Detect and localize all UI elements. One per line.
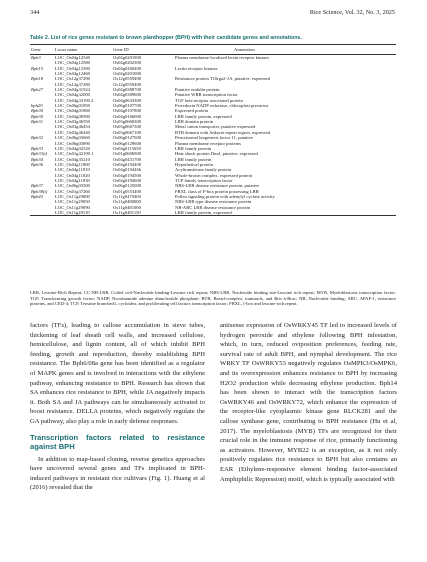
cell-locus: LOC_Os04g31924 xyxy=(55,87,90,93)
cell-gene: Bph33 xyxy=(31,145,43,151)
cell-annotation: NBS-LRR disease resistance protein, putative xyxy=(175,183,260,189)
table-body xyxy=(30,55,396,216)
column-header-gene-id: Gene ID xyxy=(112,45,174,55)
table-header-row xyxy=(30,45,396,55)
cell-annotation: NB-ARC LRR disease resistance protein xyxy=(175,204,251,210)
cell-gene: Bph32 xyxy=(31,135,43,141)
cell-locus: LOC_Os04g02520 xyxy=(55,145,90,151)
section-heading: Transcription factors related to resistance against BPH xyxy=(30,432,205,451)
cell-gene: Bph37 xyxy=(31,183,43,189)
cell-locus: LOC_Os04g11820 xyxy=(55,172,90,178)
cell-gene-id: Os04g0194400 xyxy=(113,161,142,167)
cell-locus: LOC_Os04g11810 xyxy=(55,167,90,173)
cell-gene-id: Os06g0129600 xyxy=(113,140,142,146)
cell-annotation: LRR domain protein xyxy=(175,119,214,125)
cell-gene-id: Os04g0200400 xyxy=(113,65,142,71)
column-header-annotation: Annotation xyxy=(174,45,396,55)
cell-gene-id: Os11g0479400 xyxy=(113,193,141,199)
cell-locus: LOC_Os11g29090 xyxy=(55,204,90,210)
cell-gene-id: Os06g0107700 xyxy=(113,103,142,109)
cell-locus: LOC_Os11g29110 xyxy=(54,210,112,216)
cell-gene-id: Os04g0166000 xyxy=(113,113,142,119)
cell-locus: LOC_Os04g32000 xyxy=(55,92,90,98)
table-row xyxy=(30,210,396,216)
cell-annotation: TCP family transcription factor xyxy=(175,177,233,183)
cell-gene-id: Os04g0389600 xyxy=(113,92,142,98)
cell-annotation: Heat shock protein DnaJ, putative, expressed xyxy=(175,151,258,157)
cell-locus: LOC_Os06g03660 xyxy=(55,135,90,141)
cell-gene-id: Os04g0388700 xyxy=(113,87,142,93)
cell-locus: LOC_Os01g42190.1 xyxy=(55,151,94,157)
cell-gene: Bph18 xyxy=(31,76,43,82)
table-caption: Table 2. List of rice genes resistant to brown planthopper (BPH) with their candidate genes and annotations. xyxy=(30,35,302,41)
cell-locus: LOC_Os03g46550 xyxy=(55,119,90,125)
column-header-gene: Gene xyxy=(30,45,54,55)
cell-gene: Bph36 xyxy=(31,161,43,167)
left-column xyxy=(30,321,205,493)
cell-annotation: LRR family protein xyxy=(175,156,212,162)
cell-gene: Bph45 xyxy=(31,193,43,199)
cell-annotation: Peroxisomal biogenesis factor 11, putative xyxy=(175,135,254,141)
cell-gene-id: Os11g0481150 xyxy=(112,210,174,216)
cell-locus: LOC_Os06g01850 xyxy=(55,103,90,109)
cell-gene-id: Os12g0559400 xyxy=(113,81,142,87)
cell-annotation: Putative WRB transcription factor xyxy=(175,92,238,98)
paragraph: In addition to map-based cloning, reverse genetics approaches have uncovered several genes and TFs implicated in BPH-induced pathways in resistant rice cultivars (Fig. 1). Huang et al (2016) revealed that the xyxy=(30,455,205,492)
paragraph: antisense expression of OsWRKY45 TF led to increased levels of hydrogen peroxide and ethylene following BPH infestation, which, in turn, reduced oviposition preferences, feeding rate, survival rate of adult BPH, and nymphal development. The rice WRKY TF OsWRKY53 negatively regulates OsMPK3/OsMPK6, and its overexpression enhances resistance to BPH by increasing H2O2 production while decreasing ethylene production. Bph14 has been shown to interact with the transcription factors OsWRKY46 and OsWRKY72, which enhance the expression of the receptor-like cytoplasmic kinase gene RLCK281 and the callose synthase gene, contributing to BPH resistance (Hu et al, 2017). The myeloblastosis (MYB) TFs are recognized for their crucial role in the immune response of rice, primarily functioning as activators. However, MYB22 is an exception, as it not only positively regulates rice resistance to BPH but also contains an EAR (Ethylene-responsive element binding factor-associated Amphiphilic Repression) motif, which is typically associated with xyxy=(220,322,397,483)
cell-gene-id: Os11g0481000 xyxy=(113,204,141,210)
cell-gene-id: Os04g0431700 xyxy=(113,156,142,162)
cell-annotation: Resistance protein T10rga2-1A, putative, expressed xyxy=(175,76,270,82)
cell-gene: bph29 xyxy=(31,103,43,109)
cell-annotation: Plasma membrane receptor proteins xyxy=(175,140,241,146)
cell-annotation: LRR family protein, expressed xyxy=(175,113,232,119)
cell-gene-id: Os04g0194466 xyxy=(113,167,142,173)
cell-annotation: Pollen signaling protein with adenylyl cyclase activity xyxy=(175,193,275,199)
cell-gene: Bph38(t) xyxy=(31,188,48,194)
cell-annotation: LRR family protein, expressed xyxy=(174,210,396,216)
cell-gene-id: Os04g0201900 xyxy=(113,55,142,60)
cell-gene-id: Os04g0201000 xyxy=(113,71,142,77)
cell-gene-id: Os04g0633300 xyxy=(113,97,142,103)
cell-annotation: Lectin receptor kinases xyxy=(175,65,218,71)
cell-locus: LOC_Os11g29000 xyxy=(55,193,90,199)
genes-table xyxy=(30,44,396,216)
page-header xyxy=(30,9,395,19)
right-column xyxy=(220,321,397,484)
cell-gene: Bph33(t) xyxy=(31,151,48,157)
cell-locus: LOC_Os06g03890 xyxy=(55,140,90,146)
cell-annotation: Whole-brown complex, expressed protein xyxy=(175,172,253,178)
cell-annotation: TGF beta receptor associated protein xyxy=(175,97,243,103)
cell-gene xyxy=(30,210,54,216)
cell-locus: LOC_Os04g12460 xyxy=(55,71,90,77)
cell-annotation: NBS-LRR type disease resistance protein xyxy=(175,199,252,205)
cell-gene-id: Os03g0668300 xyxy=(113,119,142,125)
column-header-locus: Locus name xyxy=(54,45,112,55)
cell-gene: Bph34 xyxy=(31,156,43,162)
cell-gene-id: Os04g0115650 xyxy=(113,145,141,151)
cell-gene-id: Os03g0667300 xyxy=(113,124,142,130)
cell-gene: Bph3 xyxy=(31,55,41,60)
cell-annotation: Metal cation transporter, putative expressed xyxy=(175,124,256,130)
cell-locus: LOC_Os04g11830 xyxy=(55,177,90,183)
cell-locus: LOC_Os04g11800 xyxy=(55,161,90,167)
cell-locus: LOC_Os11g29050 xyxy=(55,199,90,205)
cell-annotation: FBXL class of F-box protein possessing LRR xyxy=(175,188,259,194)
cell-gene-id: Os04g0107800 xyxy=(113,108,142,114)
page-number: 344 xyxy=(30,9,40,16)
cell-annotation: LRR family protein xyxy=(175,145,212,151)
cell-gene: Bph15 xyxy=(31,65,43,71)
cell-annotation: Expressed protein xyxy=(175,108,209,114)
cell-gene-id: Os01g0553400 xyxy=(113,188,142,194)
cell-annotation: BTB domain with Ankyrin repeat region, expressed xyxy=(175,129,271,135)
cell-locus: LOC_Os04g01860 xyxy=(55,108,90,114)
cell-annotation: Putative nodulin protein xyxy=(175,87,220,93)
cell-gene-id: Os01g0606900 xyxy=(113,151,142,157)
cell-gene-id: Os04g0194600 xyxy=(113,177,142,183)
cell-locus: LOC_Os04g33190.2 xyxy=(55,97,94,103)
cell-gene: Bph30 xyxy=(31,113,43,119)
cell-gene: Bph31 xyxy=(31,119,43,125)
paragraph: factors (TFs), leading to callose accumulation in sieve tubes, thickening of leaf sheath cell walls, and increased cellulose, hemicellulose, and lignin content, all of which inhibit BPH feeding, growth and reproduction, thereby establishing BPH resistance. The Bph6/08a gene has been identified as a regulator of MAPK genes and is involved in interactions with the ethylene pathway, enhancing resistance to BPH. Research has shown that SA enhances rice resistance to BPH, while JA negatively impacts it. Both SA and JA pathways can be simultaneously activated to boost resistance. DELLA proteins, which negatively regulate the GA pathway, also play a role in early defense responses. xyxy=(30,322,205,425)
cell-locus: LOC_Os04g12390 xyxy=(55,65,90,71)
cell-gene-id: Os04g0202300 xyxy=(113,60,142,66)
cell-locus: LOC_Os04g12580 xyxy=(55,60,90,66)
cell-locus: LOC_Os03g46440 xyxy=(55,129,90,135)
cell-locus: LOC_Os06g03500 xyxy=(55,183,90,189)
cell-locus: LOC_Os12g37280 xyxy=(55,81,90,87)
cell-gene-id: Os11g0480000 xyxy=(113,199,141,205)
cell-annotation: Ferredoxin NADP reductase, chloroplast precursor xyxy=(175,103,269,109)
cell-locus: LOC_Os04g35210 xyxy=(55,156,90,162)
cell-locus: LOC_Os04g08390 xyxy=(55,113,90,119)
cell-gene-id: Os06g0125000 xyxy=(113,183,142,189)
cell-locus: LOC_Os03g46454 xyxy=(55,124,90,130)
cell-locus: LOC_Os04g12540 xyxy=(55,55,90,60)
cell-gene: Bph27 xyxy=(31,87,43,93)
journal-citation: Rice Science, Vol. 32, No. 3, 2025 xyxy=(309,9,395,16)
cell-gene-id: Os12g0559400 xyxy=(113,76,142,82)
cell-gene-id: Os03g0667100 xyxy=(113,129,142,135)
cell-gene-id: Os04g0194500 xyxy=(113,172,142,178)
table-footnote: LRR, Leucine-Rich Repeat; CC-NB-LRR, Coiled coil-Nucleotide binding-Leucine rich repeat; NBS-LRR, Nucleotide binding site-Leucine rich repeat; MYB, Myeloblastosis transcription factor; TGF, Transforming growth factor; NADP, Nicotinamide adenine dinucleotide phosphate; BTB, Broad-complex, tramtrack, and Bric-à-Brac; NB, Nucleotide binding; ARC, APAF-1, resistance proteins, and CED-4; TCP, Teosinte branched1, cycloidea, and proliferating cell factors transcription factor; FBXL, f-box and leucine-rich repeat. xyxy=(30,290,396,307)
cell-annotation: Hypothetical protein xyxy=(175,161,213,167)
cell-annotation: Acyltransferase family protein xyxy=(175,167,232,173)
cell-locus: LOC_Os01g37260 xyxy=(55,188,90,194)
cell-locus: LOC_Os12g37290 xyxy=(55,76,90,82)
cell-annotation: Plasma membrane-localized lectin receptor kinases xyxy=(175,55,270,60)
cell-gene-id: Os06g0127000 xyxy=(113,135,142,141)
cell-gene: Bph30 xyxy=(31,108,43,114)
